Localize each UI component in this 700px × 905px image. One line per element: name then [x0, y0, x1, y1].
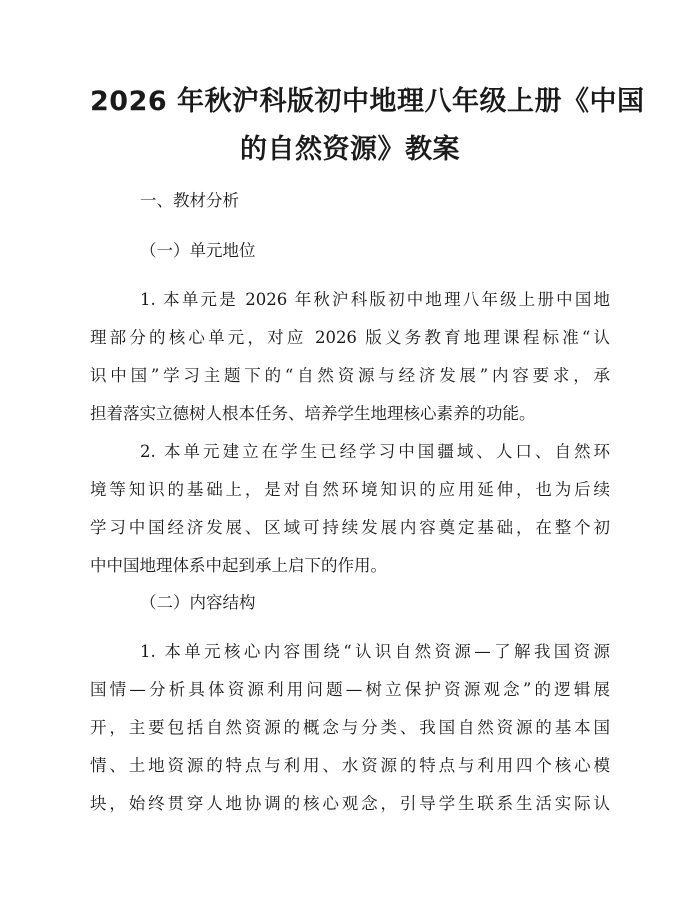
- paragraph-unit-position-1: [90, 281, 610, 433]
- subsection-heading-unit-position: （一）单元地位: [140, 241, 256, 260]
- paragraph-line: 国情—分析具体资源利用问题—树立保护资源观念”的逻辑展: [90, 680, 610, 699]
- paragraph-unit-position-2: [90, 433, 610, 585]
- paragraph-line: 情、土地资源的特点与利用、水资源的特点与利用四个核心模: [90, 756, 610, 775]
- paragraph-line: 识中国”学习主题下的“自然资源与经济发展”内容要求，承: [90, 366, 610, 385]
- paragraph-line: 理部分的核心单元，对应 2026 版义务教育地理课程标准“认: [90, 328, 610, 347]
- title-line-2: 的自然资源》教案: [240, 134, 460, 165]
- paragraph-content-structure-1: [90, 633, 610, 823]
- paragraph-line: 担着落实立德树人根本任务、培养学生地理核心素养的功能。: [90, 404, 536, 423]
- paragraph-line: 2. 本单元建立在学生已经学习中国疆域、人口、自然环: [140, 442, 610, 461]
- paragraph-line: 块，始终贯穿人地协调的核心观念，引导学生联系生活实际认: [90, 794, 610, 813]
- section-heading-textbook-analysis: 一、教材分析: [140, 191, 239, 210]
- paragraph-line: 境等知识的基础上，是对自然环境知识的应用延伸，也为后续: [90, 480, 610, 499]
- paragraph-line: 1. 本单元核心内容围绕“认识自然资源—了解我国资源: [140, 642, 610, 661]
- document-title: [90, 78, 645, 174]
- title-line-1: 2026 年秋沪科版初中地理八年级上册《中国: [90, 86, 645, 117]
- paragraph-line: 1. 本单元是 2026 年秋沪科版初中地理八年级上册中国地: [140, 290, 610, 309]
- paragraph-line: 中中国地理体系中起到承上启下的作用。: [90, 556, 387, 575]
- paragraph-line: 开，主要包括自然资源的概念与分类、我国自然资源的基本国: [90, 718, 610, 737]
- paragraph-line: 学习中国经济发展、区域可持续发展内容奠定基础，在整个初: [90, 518, 610, 537]
- subsection-heading-content-structure: （二）内容结构: [140, 593, 256, 612]
